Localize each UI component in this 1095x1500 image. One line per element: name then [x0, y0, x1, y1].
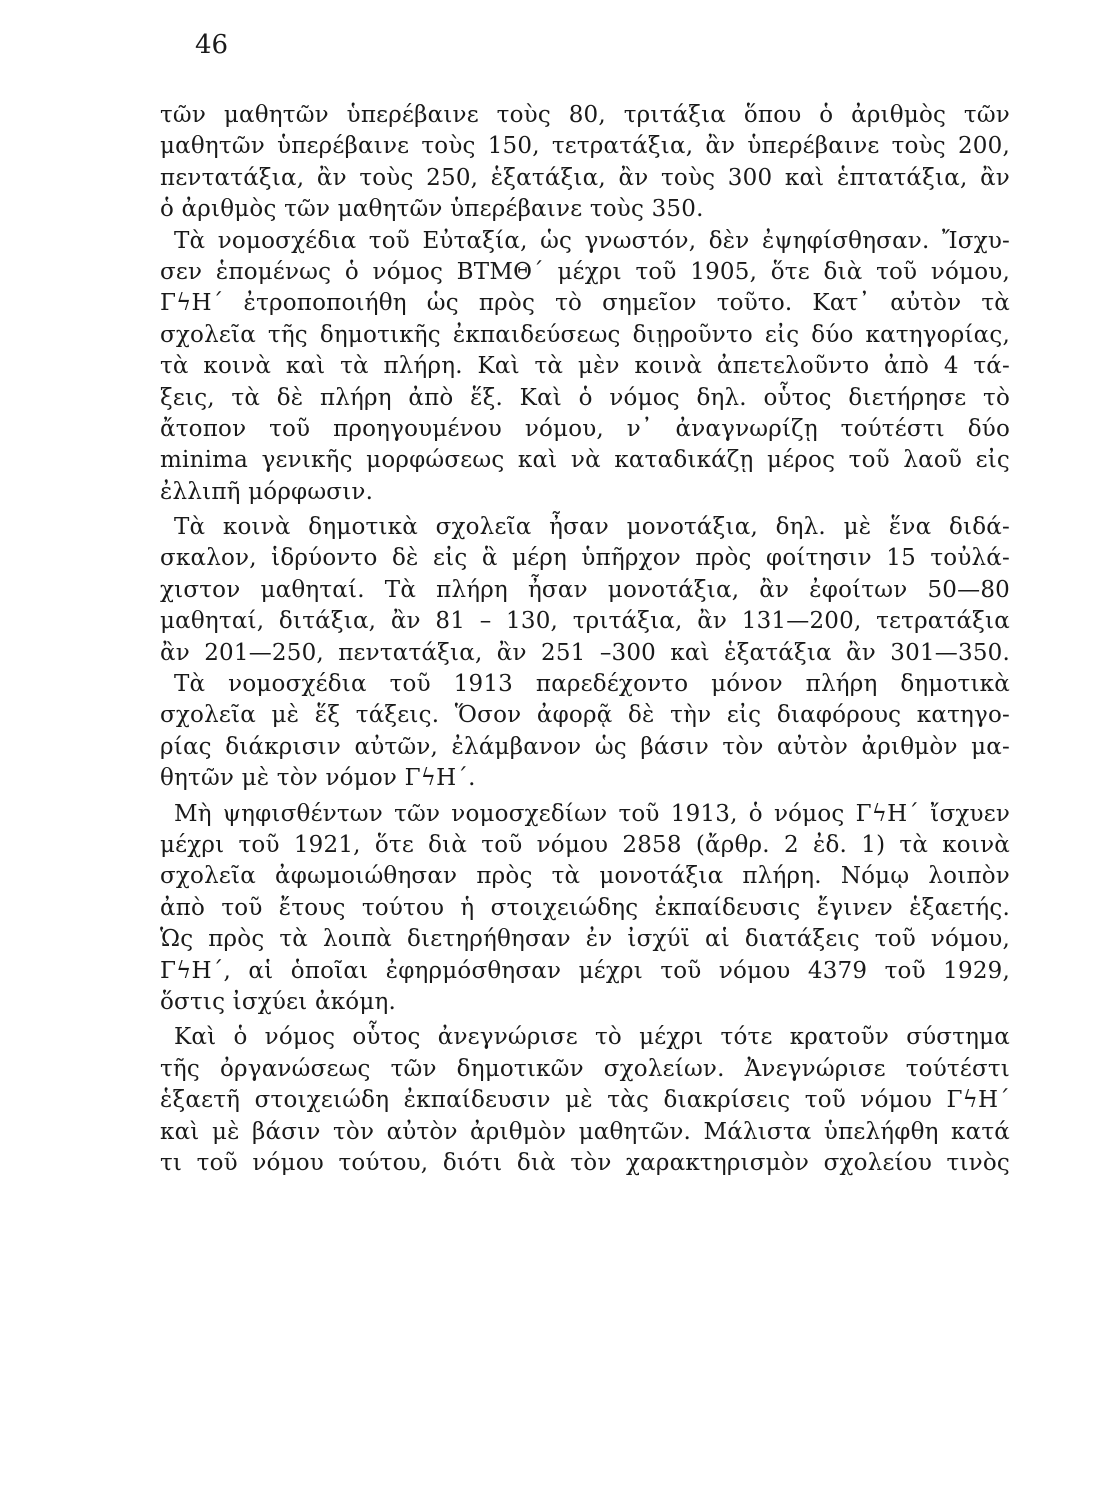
- page-number: 46: [195, 30, 229, 60]
- text-line: ἄτοπον τοῦ προηγουμένου νόμου, ν᾽ ἀναγνωρίζῃ τούτέστι δύο: [160, 415, 1010, 442]
- paragraph: [160, 799, 1010, 1019]
- text-line: μαθηταί, διτάξια, ἂν 81 – 130, τριτάξια, ἂν 131—200, τετρατάξια: [160, 608, 1010, 635]
- text-line: ὁ ἀριθμὸς τῶν μαθητῶν ὑπερέβαινε τοὺς 350.: [160, 196, 704, 223]
- text-line: minima γενικῆς μορφώσεως καὶ νὰ καταδικάζῃ μέρος τοῦ λαοῦ εἰς: [160, 447, 1010, 474]
- text-line: ὅστις ἰσχύει ἀκόμη.: [160, 988, 396, 1015]
- text-line: τῶν μαθητῶν ὑπερέβαινε τοὺς 80, τριτάξια ὅπου ὁ ἀριθμὸς τῶν: [160, 102, 1010, 128]
- text-line: Τὰ νομοσχέδια τοῦ 1913 παρεδέχοντο μόνον πλήρη δημοτικὰ: [174, 671, 1010, 698]
- text-line: ἀπὸ τοῦ ἔτους τούτου ἡ στοιχειώδης ἐκπαίδευσις ἔγινεν ἑξαετής.: [160, 894, 1010, 921]
- text-line: ΓϟΗ΄ ἐτροποποιήθη ὡς πρὸς τὸ σημεῖον τοῦτο. Κατ᾽ αὐτὸν τὰ: [160, 290, 1010, 317]
- text-line: ξεις, τὰ δὲ πλήρη ἀπὸ ἕξ. Καὶ ὁ νόμος δηλ. οὗτος διετήρησε τὸ: [160, 384, 1010, 411]
- text-line: σεν ἑπομένως ὁ νόμος ΒΤΜΘ΄ μέχρι τοῦ 1905, ὅτε διὰ τοῦ νόμου,: [160, 258, 1010, 285]
- text-line: Τὰ κοινὰ δημοτικὰ σχολεῖα ἦσαν μονοτάξια, δηλ. μὲ ἕνα διδά-: [174, 514, 1010, 541]
- text-line: Τὰ νομοσχέδια τοῦ Εὐταξία, ὡς γνωστόν, δὲν ἐψηφίσθησαν. Ἴσχυ-: [174, 227, 1010, 254]
- paragraph: [160, 512, 1010, 669]
- text-line: ἐλλιπῆ μόρφωσιν.: [160, 478, 374, 505]
- text-line: ΓϟΗ΄, αἱ ὁποῖαι ἐφηρμόσθησαν μέχρι τοῦ νόμου 4379 τοῦ 1929,: [160, 957, 1010, 984]
- paragraph: [160, 669, 1010, 795]
- paragraph: [160, 1022, 1010, 1179]
- text-line: πεντατάξια, ἂν τοὺς 250, ἑξατάξια, ἂν τοὺς 300 καὶ ἑπτατάξια, ἂν: [160, 164, 1010, 191]
- text-line: Ὡς πρὸς τὰ λοιπὰ διετηρήθησαν ἐν ἰσχύϊ αἱ διατάξεις τοῦ νόμου,: [160, 926, 1010, 953]
- text-line: σχολεῖα μὲ ἕξ τάξεις. Ὅσον ἀφορᾷ δὲ τὴν εἰς διαφόρους κατηγο-: [160, 702, 1010, 729]
- text-line: τι τοῦ νόμου τούτου, διότι διὰ τὸν χαρακτηρισμὸν σχολείου τινὸς: [160, 1149, 1010, 1176]
- text-line: μέχρι τοῦ 1921, ὅτε διὰ τοῦ νόμου 2858 (ἄρθρ. 2 ἐδ. 1) τὰ κοινὰ: [160, 831, 1010, 858]
- text-line: ἂν 201—250, πεντατάξια, ἂν 251 –300 καὶ ἑξατάξια ἂν 301—350.: [160, 639, 1010, 666]
- text-line: μαθητῶν ὑπερέβαινε τοὺς 150, τετρατάξια, ἂν ὑπερέβαινε τοὺς 200,: [160, 133, 1010, 160]
- paragraph: [160, 226, 1010, 509]
- text-line: σχολεῖα ἀφωμοιώθησαν πρὸς τὰ μονοτάξια πλήρη. Νόμῳ λοιπὸν: [160, 863, 1010, 890]
- text-line: ρίας διάκρισιν αὐτῶν, ἐλάμβανον ὡς βάσιν τὸν αὐτὸν ἀριθμὸν μα-: [160, 733, 1010, 760]
- text-line: Μὴ ψηφισθέντων τῶν νομοσχεδίων τοῦ 1913, ὁ νόμος ΓϟΗ΄ ἴσχυεν: [174, 800, 1010, 827]
- text-line: χιστον μαθηταί. Τὰ πλήρη ἦσαν μονοτάξια, ἂν ἐφοίτων 50—80: [160, 576, 1010, 603]
- text-line: τῆς ὀργανώσεως τῶν δημοτικῶν σχολείων. Ἀνεγνώρισε τούτέστι: [160, 1055, 1010, 1082]
- text-line: σκαλον, ἱδρύοντο δὲ εἰς ἃ μέρη ὑπῆρχον πρὸς φοίτησιν 15 τοὐλά-: [160, 545, 1010, 572]
- paragraph: [160, 100, 1010, 226]
- body-text: [160, 100, 1010, 1179]
- text-line: καὶ μὲ βάσιν τὸν αὐτὸν ἀριθμὸν μαθητῶν. Μάλιστα ὑπελήφθη κατά: [160, 1118, 1010, 1145]
- text-line: ἑξαετῆ στοιχειώδη ἐκπαίδευσιν μὲ τὰς διακρίσεις τοῦ νόμου ΓϟΗ΄: [160, 1087, 1010, 1114]
- text-line: σχολεῖα τῆς δημοτικῆς ἐκπαιδεύσεως διῃροῦντο εἰς δύο κατηγορίας,: [160, 321, 1010, 348]
- text-line: τὰ κοινὰ καὶ τὰ πλήρη. Καὶ τὰ μὲν κοινὰ ἀπετελοῦντο ἀπὸ 4 τά-: [160, 353, 1010, 380]
- text-line: Καὶ ὁ νόμος οὗτος ἀνεγνώρισε τὸ μέχρι τότε κρατοῦν σύστημα: [174, 1024, 1010, 1051]
- text-line: θητῶν μὲ τὸν νόμον ΓϟΗ΄.: [160, 765, 476, 792]
